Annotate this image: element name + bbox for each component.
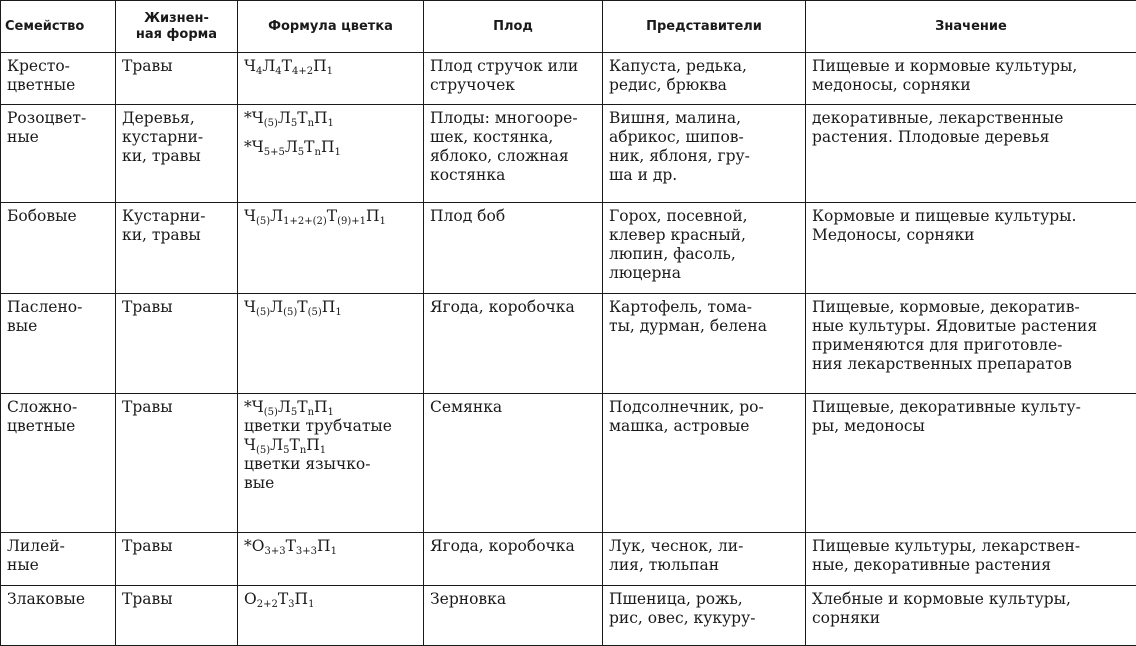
flower-formula [244,57,417,76]
formula-note: цветки язычко- вые [244,455,417,493]
cell-significance: Пищевые, декоративные культу- ры, медоносы [806,394,1136,533]
formula-count: 5 [298,147,304,158]
cell-life-form: Травы [116,53,238,105]
formula-count: 3+3 [264,546,285,557]
table-row [1,203,1136,294]
formula-gap [244,128,417,138]
formula-symbol: Л [278,109,291,127]
cell-fruit: Плод стручок или стручочек [424,53,603,105]
cell-significance: Кормовые и пищевые культуры. Медоносы, сорняки [806,203,1136,294]
formula-symbol: П [322,298,336,316]
formula-count: 4 [256,66,262,77]
cell-life-form: Травы [116,533,238,586]
cell-formula [238,394,424,533]
formula-count: 5 [283,445,289,456]
cell-fruit: Плод боб [424,203,603,294]
formula-count: (5) [264,407,278,418]
table-body [1,53,1136,646]
formula-count: n [315,147,321,158]
cell-fruit: Плоды: многоорe- шек, костянка, яблоко, сложная костянка [424,105,603,203]
formula-count: 1 [380,216,386,227]
formula-symbol: Т [297,398,307,416]
formula-symbol: Л [270,298,283,316]
formula-count: 4+2 [292,66,313,77]
cell-significance: Хлебные и кормовые культуры, сорняки [806,586,1136,646]
formula-symbol: П [306,436,320,454]
formula-symbol: Л [270,207,283,225]
cell-representatives: Подсолнечник, ро- машка, астровые [603,394,806,533]
formula-symbol: Т [289,436,299,454]
formula-symbol: П [366,207,380,225]
cell-fruit: Зерновка [424,586,603,646]
header-fruit: Плод [424,1,603,53]
formula-count: (5) [256,445,270,456]
formula-count: 1 [335,307,341,318]
cell-life-form: Травы [116,394,238,533]
table-row [1,394,1136,533]
cell-representatives: Картофель, тома- ты, дурман, белена [603,294,806,394]
cell-formula [238,203,424,294]
cell-formula [238,533,424,586]
cell-family: Лилей- ные [1,533,116,586]
formula-symbol: *О [244,537,264,555]
flower-formula [244,436,417,455]
formula-symbol: Ч [244,298,256,316]
formula-count: (5) [256,307,270,318]
formula-count: (5) [256,216,270,227]
formula-symbol: Т [278,590,288,608]
formula-count: 5 [291,118,297,129]
formula-symbol: П [314,398,328,416]
formula-symbol: П [317,537,331,555]
cell-family: Сложно- цветные [1,394,116,533]
flower-formula [244,298,417,317]
formula-count: 1 [334,147,340,158]
cell-significance: Пищевые культуры, лекарствен- ные, декоративные растения [806,533,1136,586]
header-life-form: Жизнен- ная форма [116,1,238,53]
cell-life-form: Деревья, кустарни- ки, травы [116,105,238,203]
formula-count: 4 [275,66,281,77]
formula-symbol: Т [297,109,307,127]
formula-count: 1+2+(2) [283,216,327,227]
formula-count: 1 [331,546,337,557]
cell-significance: Пищевые и кормовые культуры, медоносы, сорняки [806,53,1136,105]
flower-formula [244,590,417,609]
formula-symbol: Т [286,537,296,555]
cell-family: Бобовые [1,203,116,294]
formula-symbol: П [295,590,309,608]
formula-symbol: Л [262,57,275,75]
formula-count: 3 [288,599,294,610]
table-row [1,294,1136,394]
formula-symbol: Т [297,298,307,316]
cell-formula [238,294,424,394]
formula-symbol: Т [282,57,292,75]
cell-representatives: Лук, чеснок, ли- лия, тюльпан [603,533,806,586]
formula-count: 1 [308,599,314,610]
formula-symbol: Л [278,398,291,416]
flower-formula [244,537,417,556]
header-family: Семейство [1,1,116,53]
formula-symbol: Л [285,138,298,156]
formula-symbol: Л [270,436,283,454]
formula-symbol: Т [327,207,337,225]
formula-note: цветки трубчатые [244,417,417,436]
formula-symbol: О [244,590,257,608]
cell-family: Розоцвет- ные [1,105,116,203]
cell-representatives: Горох, посевной, клевер красный, люпин, фасоль, люцерна [603,203,806,294]
cell-fruit: Семянка [424,394,603,533]
flower-formula [244,138,417,157]
formula-count: (5) [283,307,297,318]
formula-symbol: Ч [244,57,256,75]
cell-family: Кресто- цветные [1,53,116,105]
formula-symbol: П [314,109,328,127]
cell-representatives: Капуста, редька, редис, брюква [603,53,806,105]
flower-formula [244,109,417,128]
formula-symbol: П [313,57,327,75]
header-formula: Формула цветка [238,1,424,53]
formula-count: 5+5 [264,147,285,158]
formula-count: n [308,118,314,129]
cell-formula [238,53,424,105]
cell-representatives: Вишня, малина, абрикос, шипов- ник, яблоня, гру- ша и др. [603,105,806,203]
table-header-row [1,1,1136,53]
cell-representatives: Пшеница, рожь, рис, овес, кукуру- [603,586,806,646]
cell-fruit: Ягода, коробочка [424,294,603,394]
flower-formula [244,398,417,417]
formula-count: (9)+1 [337,216,366,227]
formula-count: 3+3 [296,546,317,557]
header-significance: Значение [806,1,1136,53]
formula-count: 2+2 [257,599,278,610]
formula-symbol: Ч [244,207,256,225]
cell-family: Злаковые [1,586,116,646]
flower-formula [244,207,417,226]
cell-family: Паслено- вые [1,294,116,394]
formula-count: 1 [328,407,334,418]
formula-symbol: *Ч [244,398,264,416]
cell-significance: декоративные, лекарственные растения. Плодовые деревья [806,105,1136,203]
formula-count: 1 [327,66,333,77]
formula-count: n [300,445,306,456]
formula-symbol: *Ч [244,138,264,156]
formula-count: 1 [328,118,334,129]
cell-significance: Пищевые, кормовые, декоратив- ные культуры. Ядовитые растения применяются для приготовле- ния лекарственных препаратов [806,294,1136,394]
formula-count: n [308,407,314,418]
cell-fruit: Ягода, коробочка [424,533,603,586]
formula-count: 5 [291,407,297,418]
table-row [1,533,1136,586]
formula-symbol: П [321,138,335,156]
formula-count: (5) [308,307,322,318]
table-row [1,53,1136,105]
cell-life-form: Травы [116,294,238,394]
table-row [1,105,1136,203]
formula-symbol: *Ч [244,109,264,127]
table-row [1,586,1136,646]
formula-count: (5) [264,118,278,129]
cell-formula [238,586,424,646]
formula-symbol: Ч [244,436,256,454]
cell-life-form: Травы [116,586,238,646]
header-representatives: Представители [603,1,806,53]
cell-life-form: Кустарни- ки, травы [116,203,238,294]
formula-count: 1 [320,445,326,456]
formula-symbol: Т [304,138,314,156]
cell-formula [238,105,424,203]
